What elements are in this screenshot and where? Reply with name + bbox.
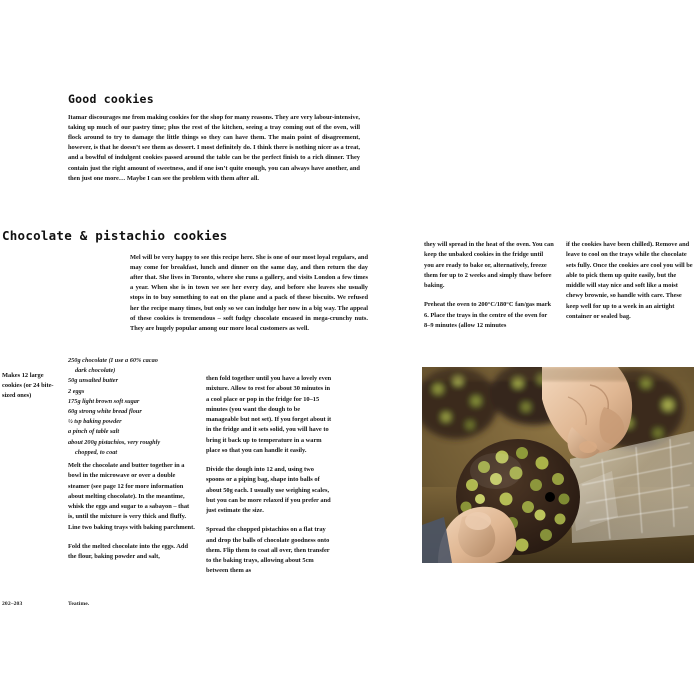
method-paragraph xyxy=(424,300,554,331)
method-text: Preheat the oven to 200°C/180°C fan/gas mark 6. Place the trays in the centre of the oven for 8–9 minutes (allow 12 minutes xyxy=(424,301,552,329)
method-text: Spread the chopped pistachios on a flat tray and drop the balls of chocolate goodness onto them. Flip them to coat all over, then transfer to the baking trays, allowing about 5cm between them as xyxy=(206,526,330,575)
method-text: if the cookies have been chilled). Remove and leave to cool on the trays while the chocolate sets fully. Once the cookies are cool you will be able to pick them up quite easily, but the middle will stay nice and soft like a moist chewy brownie, so handle with care. These keep well for up to a week in an airtight container or sealed bag. xyxy=(566,241,693,320)
recipe-intro-text: Mel will be very happy to see this recipe here. She is one of our most loyal regulars, and may come for breakfast, lunch and dinner on the same day, and then return the day after that. She lives in Toronto, where she runs a gallery, and visits London a few times a year. When she is in town we see her every day, and before she leaves she usually stops in to buy something to eat on the plane and a pack of these biscuits. We refused her the recipe many times, but only so we can indulge her now in a big way. The appeal of these cookies is tremendous – soft fudgy chocolate encased in mega-crunchy nuts. They are hugely popular among our more local customers as well. xyxy=(130,254,368,332)
method-text: Divide the dough into 12 and, using two spoons or a piping bag, shape into balls of about 50g each. I usually use weighing scales, but you can be more relaxed if you prefer and just estimate the size. xyxy=(206,466,331,514)
ingredient-item: 60g strong white bread flour xyxy=(68,407,142,415)
method-paragraph xyxy=(68,461,196,533)
folio-page-range: 202–203 xyxy=(2,601,23,607)
recipe-title: Chocolate & pistachio cookies xyxy=(2,228,228,243)
ingredient-item: dark chocolate) xyxy=(75,367,116,375)
essay-title: Good cookies xyxy=(68,92,154,106)
method-column-3 xyxy=(424,240,554,331)
essay-body-text: Itamar discourages me from making cookies for the shop for many reasons. They are very labour-intensive, taking up much of our pastry time; plus the rest of the kitchen, seeing a tray coming out of the oven, will flock around to try to damage the little things so they can have them. The main point of disagreement, however, is that he doesn’t see them as dessert. I most definitely do. I think there is nothing nicer as a treat, and a bowlful of indulgent cookies passed around the table can be the perfect finish to a rich dinner. They contain just the right amount of sweetness, and if one isn’t quite enough, you can always have another, and then just one more… Maybe I can see the problem with them after all. xyxy=(68,114,361,182)
method-text: then fold together until you have a lovely even mixture. Allow to rest for about 30 minutes in a cool place or pop in the fridge for 10–15 minutes (you want the dough to be manageable but not set). If you forget about it in the fridge and it sets solid, you will have to bring it back up to temperature in a warm place so that you can handle it easily. xyxy=(206,375,332,454)
ingredient-item: 175g light brown soft sugar xyxy=(68,397,140,405)
method-text: in a bowl in the microwave or over a double steamer (see page 12 for more information about melting chocolate). In the meantime, whisk the eggs and sugar to a sabayon – that is, until the mixture is very thick and fluffy. Line two baking trays with baking parchment. xyxy=(68,462,195,531)
ingredient-item: ½ tsp baking powder xyxy=(68,418,122,426)
method-paragraph xyxy=(424,240,554,291)
ingredient-item: 50g unsalted butter xyxy=(68,377,119,385)
photo-illustration xyxy=(422,367,694,563)
ingredients-list xyxy=(68,356,196,458)
method-text: Fold the melted chocolate into the eggs. Add the flour, baking powder and salt, xyxy=(68,542,188,560)
ingredient-item: about 200g pistachios, very roughly xyxy=(68,438,161,446)
method-paragraph xyxy=(68,542,196,563)
ingredient-item: a pinch of table salt xyxy=(68,428,120,436)
folio-section-label: Teatime. xyxy=(68,601,90,607)
recipe-photograph xyxy=(422,367,694,563)
method-column-4 xyxy=(566,240,696,322)
method-paragraph xyxy=(566,240,696,322)
ingredient-item: 2 eggs xyxy=(68,387,85,395)
method-paragraph xyxy=(206,374,334,456)
method-text: they will spread in the heat of the oven. You can keep the unbaked cookies in the fridge until you are ready to bake or, alternatively, freeze them for up to 2 weeks and simply thaw before baking. xyxy=(424,241,554,289)
ingredient-item: chopped, to coat xyxy=(75,448,118,456)
ingredient-item: 250g chocolate (I use a 60% cacao xyxy=(68,357,158,364)
method-column-2 xyxy=(206,374,334,577)
method-paragraph xyxy=(206,525,334,576)
recipe-yield: Makes 12 large cookies (or 24 bite-sized ones) xyxy=(2,372,54,399)
method-lead-in: Melt the chocolate and butter together xyxy=(68,462,173,469)
method-column-1 xyxy=(68,461,196,562)
method-paragraph xyxy=(206,465,334,516)
